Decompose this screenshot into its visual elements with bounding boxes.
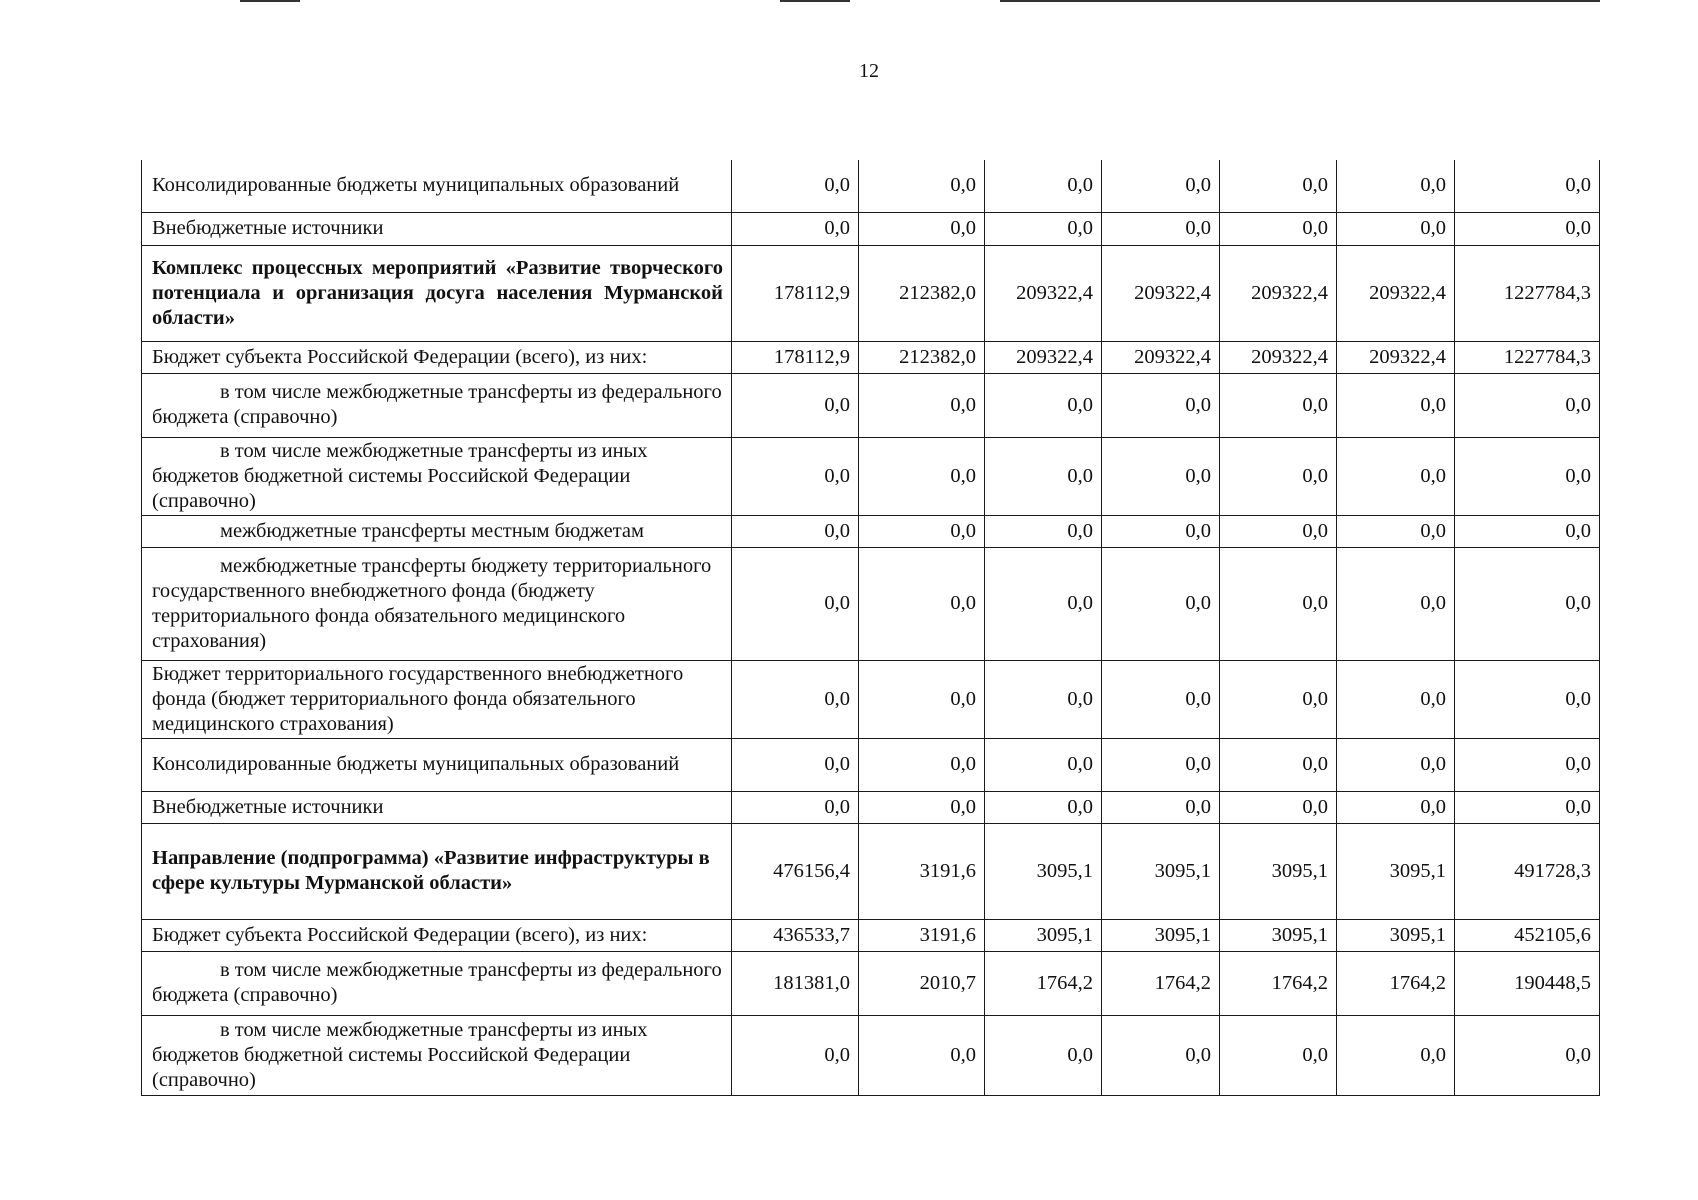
value-cell: 0,0 <box>985 738 1102 791</box>
value-cell: 0,0 <box>1102 660 1220 738</box>
value-cell: 1764,2 <box>1337 951 1455 1015</box>
value-cell: 190448,5 <box>1455 951 1600 1015</box>
value-cell: 0,0 <box>1220 1015 1337 1095</box>
value-cell: 3095,1 <box>1337 919 1455 951</box>
value-cell: 0,0 <box>1102 437 1220 515</box>
value-cell: 1764,2 <box>1220 951 1337 1015</box>
value-cell: 0,0 <box>1455 212 1600 245</box>
value-cell: 3095,1 <box>985 823 1102 919</box>
value-cell: 209322,4 <box>1220 245 1337 341</box>
row-label: в том числе межбюджетные трансферты из иных бюджетов бюджетной системы Российской Федерации (справочно) <box>142 437 732 515</box>
value-cell: 3095,1 <box>1220 919 1337 951</box>
value-cell: 2010,7 <box>859 951 985 1015</box>
row-label: в том числе межбюджетные трансферты из федерального бюджета (справочно) <box>142 373 732 437</box>
value-cell: 0,0 <box>985 547 1102 660</box>
table-row <box>142 791 1600 823</box>
table-row <box>142 951 1600 1015</box>
value-cell: 0,0 <box>732 515 859 547</box>
value-cell: 209322,4 <box>1220 341 1337 373</box>
value-cell: 1227784,3 <box>1455 245 1600 341</box>
value-cell: 0,0 <box>1455 373 1600 437</box>
value-cell: 476156,4 <box>732 823 859 919</box>
value-cell: 3191,6 <box>859 823 985 919</box>
value-cell: 0,0 <box>859 160 985 212</box>
value-cell: 0,0 <box>1455 660 1600 738</box>
value-cell: 0,0 <box>1102 515 1220 547</box>
value-cell: 209322,4 <box>985 245 1102 341</box>
value-cell: 209322,4 <box>1102 341 1220 373</box>
value-cell: 0,0 <box>859 738 985 791</box>
table-row <box>142 373 1600 437</box>
row-label: в том числе межбюджетные трансферты из иных бюджетов бюджетной системы Российской Федерации (справочно) <box>142 1015 732 1095</box>
scan-edge-line-left <box>240 0 300 2</box>
value-cell: 0,0 <box>1102 212 1220 245</box>
value-cell: 0,0 <box>1455 160 1600 212</box>
row-label: межбюджетные трансферты местным бюджетам <box>142 515 732 547</box>
value-cell: 0,0 <box>1220 212 1337 245</box>
table-row <box>142 245 1600 341</box>
value-cell: 209322,4 <box>1337 245 1455 341</box>
value-cell: 0,0 <box>1337 791 1455 823</box>
table-row <box>142 341 1600 373</box>
row-label: Консолидированные бюджеты муниципальных образований <box>142 738 732 791</box>
value-cell: 0,0 <box>1220 160 1337 212</box>
value-cell: 0,0 <box>1102 738 1220 791</box>
value-cell: 0,0 <box>985 515 1102 547</box>
table-body <box>142 160 1600 1095</box>
row-label: Бюджет территориального государственного внебюджетного фонда (бюджет территориального фонда обязательного медицинского страхования) <box>142 660 732 738</box>
table-row <box>142 437 1600 515</box>
value-cell: 0,0 <box>859 437 985 515</box>
value-cell: 1227784,3 <box>1455 341 1600 373</box>
value-cell: 0,0 <box>1337 1015 1455 1095</box>
value-cell: 0,0 <box>1220 373 1337 437</box>
table-row <box>142 212 1600 245</box>
value-cell: 0,0 <box>732 437 859 515</box>
table-row <box>142 919 1600 951</box>
value-cell: 0,0 <box>1220 660 1337 738</box>
value-cell: 0,0 <box>1337 547 1455 660</box>
value-cell: 0,0 <box>985 373 1102 437</box>
value-cell: 0,0 <box>1337 212 1455 245</box>
value-cell: 0,0 <box>732 373 859 437</box>
value-cell: 0,0 <box>1455 547 1600 660</box>
value-cell: 0,0 <box>1337 660 1455 738</box>
table-row <box>142 823 1600 919</box>
value-cell: 3191,6 <box>859 919 985 951</box>
value-cell: 0,0 <box>1337 437 1455 515</box>
value-cell: 0,0 <box>1337 515 1455 547</box>
row-label: Внебюджетные источники <box>142 212 732 245</box>
value-cell: 0,0 <box>985 791 1102 823</box>
value-cell: 0,0 <box>732 547 859 660</box>
value-cell: 0,0 <box>859 547 985 660</box>
value-cell: 0,0 <box>1455 437 1600 515</box>
table-row <box>142 738 1600 791</box>
value-cell: 436533,7 <box>732 919 859 951</box>
value-cell: 491728,3 <box>1455 823 1600 919</box>
table-row <box>142 1015 1600 1095</box>
value-cell: 0,0 <box>732 1015 859 1095</box>
table-row <box>142 515 1600 547</box>
value-cell: 452105,6 <box>1455 919 1600 951</box>
value-cell: 178112,9 <box>732 341 859 373</box>
value-cell: 0,0 <box>1337 373 1455 437</box>
scan-edge-line-center <box>780 0 850 2</box>
value-cell: 1764,2 <box>1102 951 1220 1015</box>
value-cell: 0,0 <box>1220 738 1337 791</box>
value-cell: 181381,0 <box>732 951 859 1015</box>
value-cell: 212382,0 <box>859 245 985 341</box>
table-row <box>142 160 1600 212</box>
value-cell: 0,0 <box>732 738 859 791</box>
value-cell: 0,0 <box>1102 160 1220 212</box>
value-cell: 0,0 <box>1102 547 1220 660</box>
value-cell: 3095,1 <box>1337 823 1455 919</box>
scan-edge-line-right <box>1000 0 1600 2</box>
value-cell: 0,0 <box>985 212 1102 245</box>
row-label: межбюджетные трансферты бюджету территориального государственного внебюджетного фонда (бюджету территориального фонда обязательного медицинского страхования) <box>142 547 732 660</box>
value-cell: 209322,4 <box>1337 341 1455 373</box>
value-cell: 0,0 <box>1102 373 1220 437</box>
value-cell: 0,0 <box>732 660 859 738</box>
value-cell: 3095,1 <box>1220 823 1337 919</box>
value-cell: 0,0 <box>985 160 1102 212</box>
value-cell: 0,0 <box>1220 791 1337 823</box>
value-cell: 209322,4 <box>985 341 1102 373</box>
value-cell: 0,0 <box>1220 515 1337 547</box>
value-cell: 0,0 <box>859 212 985 245</box>
value-cell: 178112,9 <box>732 245 859 341</box>
value-cell: 0,0 <box>1337 160 1455 212</box>
value-cell: 0,0 <box>732 791 859 823</box>
row-label: Комплекс процессных мероприятий «Развитие творческого потенциала и организация досуга населения Мурманской области» <box>142 245 732 341</box>
row-label: Направление (подпрограмма) «Развитие инфраструктуры в сфере культуры Мурманской области» <box>142 823 732 919</box>
value-cell: 0,0 <box>1220 437 1337 515</box>
value-cell: 212382,0 <box>859 341 985 373</box>
value-cell: 209322,4 <box>1102 245 1220 341</box>
value-cell: 0,0 <box>859 515 985 547</box>
row-label: Бюджет субъекта Российской Федерации (всего), из них: <box>142 341 732 373</box>
value-cell: 0,0 <box>985 660 1102 738</box>
row-label: Внебюджетные источники <box>142 791 732 823</box>
value-cell: 3095,1 <box>1102 919 1220 951</box>
value-cell: 0,0 <box>1455 791 1600 823</box>
value-cell: 0,0 <box>859 660 985 738</box>
value-cell: 0,0 <box>1337 738 1455 791</box>
value-cell: 0,0 <box>732 160 859 212</box>
row-label: Бюджет субъекта Российской Федерации (всего), из них: <box>142 919 732 951</box>
value-cell: 1764,2 <box>985 951 1102 1015</box>
value-cell: 0,0 <box>859 791 985 823</box>
table-row <box>142 547 1600 660</box>
value-cell: 3095,1 <box>985 919 1102 951</box>
value-cell: 0,0 <box>1455 738 1600 791</box>
page-number: 12 <box>859 60 879 82</box>
value-cell: 0,0 <box>1102 1015 1220 1095</box>
budget-table <box>141 160 1600 1096</box>
value-cell: 0,0 <box>985 1015 1102 1095</box>
value-cell: 0,0 <box>1220 547 1337 660</box>
row-label: в том числе межбюджетные трансферты из федерального бюджета (справочно) <box>142 951 732 1015</box>
value-cell: 0,0 <box>1102 791 1220 823</box>
value-cell: 0,0 <box>732 212 859 245</box>
value-cell: 0,0 <box>985 437 1102 515</box>
value-cell: 3095,1 <box>1102 823 1220 919</box>
value-cell: 0,0 <box>1455 515 1600 547</box>
row-label: Консолидированные бюджеты муниципальных образований <box>142 160 732 212</box>
value-cell: 0,0 <box>859 373 985 437</box>
value-cell: 0,0 <box>859 1015 985 1095</box>
value-cell: 0,0 <box>1455 1015 1600 1095</box>
table-row <box>142 660 1600 738</box>
